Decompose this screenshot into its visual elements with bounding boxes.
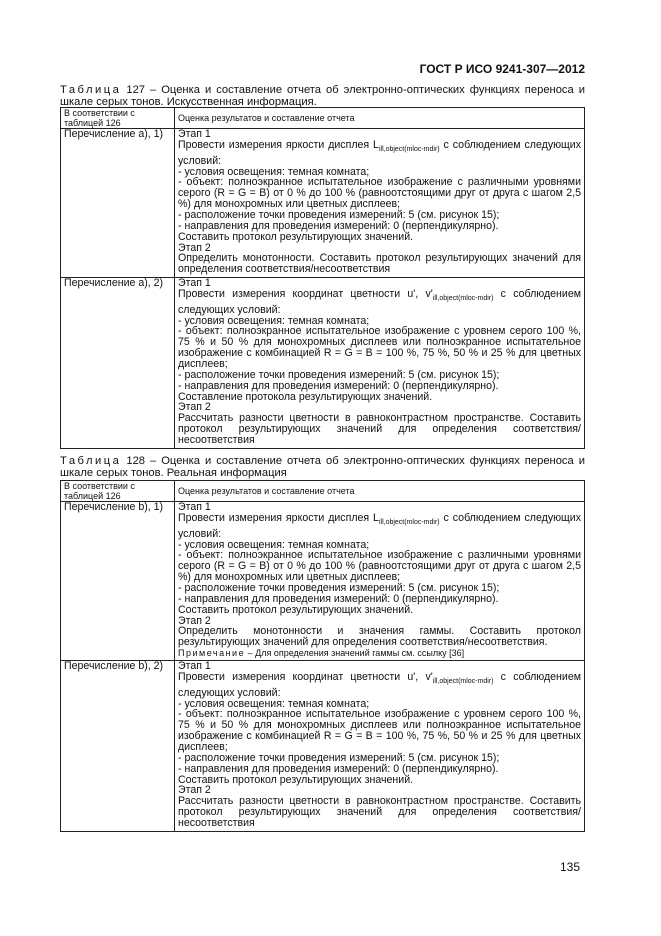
- content-line: Составление протокола результирующих значений.: [178, 390, 433, 403]
- caption-text: 128 – Оценка и составление отчета об электронно-оптических функциях переноса и шкале серых тонов. Реальная информация: [60, 455, 585, 479]
- row-content: [175, 661, 585, 832]
- content-line: - условия освещения: темная комната;: [178, 165, 370, 178]
- content-line: - условия освещения: темная комната;: [178, 538, 370, 551]
- table-128-col1-header: В соответствии с таблицей 126: [61, 481, 175, 502]
- content-line: с соблюдением следующих условий:: [178, 287, 582, 316]
- stage-label: Этап 1: [178, 277, 211, 289]
- table-127: [60, 107, 585, 449]
- content-line: с соблюдением следующих условий:: [178, 670, 582, 699]
- table-row: [61, 661, 585, 832]
- content-line: Составить протокол результирующих значений.: [178, 603, 414, 616]
- content-line: - условия освещения: темная комната;: [178, 697, 370, 710]
- content-line: - направления для проведения измерений: 0 (перпендикулярно).: [178, 379, 499, 392]
- row-content: [175, 129, 585, 278]
- table-127-col1-header: В соответствии с таблицей 126: [61, 108, 175, 129]
- subscript: ill,object(mloc-mdir): [432, 677, 494, 685]
- content-line: Провести измерения координат цветности u', v': [178, 670, 433, 683]
- table-128-col2-header: Оценка результатов и составление отчета: [175, 481, 585, 502]
- content-line: - направления для проведения измерений: 0 (перпендикулярно).: [178, 219, 499, 232]
- caption-text: 127 – Оценка и составление отчета об электронно-оптических функциях переноса и шкале серых тонов. Искусственная информация.: [60, 84, 585, 108]
- subscript: ill,object(mloc-mdir): [378, 518, 440, 526]
- content-line: Провести измерения яркости дисплея L: [178, 511, 379, 524]
- note-text: – Для определения значений гаммы см. ссылку [36]: [245, 648, 465, 659]
- content-line: Рассчитать разности цветности в равноконтрастном пространстве. Составить протокол результирующих значений для определения соответствия/несоответствия: [178, 795, 581, 829]
- stage-label: Этап 2: [178, 241, 211, 254]
- row-content: [175, 278, 585, 449]
- caption-lead: Таблица: [60, 84, 122, 96]
- row-label: Перечисление а), 1): [61, 129, 175, 278]
- page-number: 135: [560, 860, 581, 874]
- standard-header: ГОСТ Р ИСО 9241-307—2012: [419, 62, 585, 76]
- table-row: [61, 278, 585, 449]
- stage-label: Этап 2: [178, 401, 211, 414]
- stage-label: Этап 1: [178, 501, 211, 513]
- row-content: [175, 502, 585, 661]
- subscript: ill,object(mloc-mdir): [378, 145, 440, 153]
- table-row: [61, 502, 585, 661]
- note-line: [178, 648, 581, 659]
- stage-label: Этап 2: [178, 614, 211, 627]
- content-line: - объект: полноэкранное испытательное изображение с различными уровнями серого (R = G = B) от 0 % до 100 % (равноотстоящими друг от друга с шагом 2,5 %) для монохромных или цветных дисплеев;: [178, 549, 581, 584]
- content-line: Определить монотонности. Составить протокол результирующих значений для определения соответствия/несоответствия: [178, 252, 581, 276]
- table-127-col2-header: Оценка результатов и составление отчета: [175, 108, 585, 129]
- content-line: Провести измерения яркости дисплея L: [178, 138, 379, 151]
- row-label: Перечисление b), 2): [61, 661, 175, 832]
- content-line: Провести измерения координат цветности u', v': [178, 287, 433, 300]
- content-line: Определить монотонности и значения гаммы. Составить протокол результирующих значений для определения соответствия/несоответствия.: [178, 625, 581, 649]
- content-line: с соблюдением следующих условий:: [178, 138, 581, 167]
- content-line: - расположение точки проведения измерений: 5 (см. рисунок 15);: [178, 209, 500, 222]
- content-line: - объект: полноэкранное испытательное изображение с уровнем серого 100 %, 75 % и 50 % для монохромных дисплеев или полноэкранное испытательное изображение с комбинацией R = G = B = 100 %, 75 %, 50 % и 25 % для цветных дисплеев;: [178, 708, 581, 754]
- row-label: Перечисление а), 2): [61, 278, 175, 449]
- content-line: - направления для проведения измерений: 0 (перпендикулярно).: [178, 592, 499, 605]
- table-127-caption: [60, 84, 585, 108]
- table-128-caption: [60, 455, 585, 479]
- stage-label: Этап 1: [178, 660, 211, 672]
- content-line: - объект: полноэкранное испытательное изображение с различными уровнями серого (R = G = B) от 0 % до 100 % (равноотстоящими друг от друга с шагом 2,5 %) для монохромных или цветных дисплеев;: [178, 176, 581, 211]
- subscript: ill,object(mloc-mdir): [432, 294, 494, 302]
- content-line: - расположение точки проведения измерений: 5 (см. рисунок 15);: [178, 582, 500, 595]
- content-line: - объект: полноэкранное испытательное изображение с уровнем серого 100 %, 75 % и 50 % для монохромных дисплеев или полноэкранное испытательное изображение с комбинацией R = G = B = 100 %, 75 %, 50 % и 25 % для цветных дисплеев;: [178, 325, 581, 371]
- content-line: - расположение точки проведения измерений: 5 (см. рисунок 15);: [178, 751, 500, 764]
- table-row: [61, 129, 585, 278]
- caption-lead: Таблица: [60, 455, 122, 467]
- row-label: Перечисление b), 1): [61, 502, 175, 661]
- content-line: Составить протокол результирующих значений.: [178, 773, 414, 786]
- content-line: - расположение точки проведения измерений: 5 (см. рисунок 15);: [178, 368, 500, 381]
- stage-label: Этап 2: [178, 784, 211, 797]
- content-line: Рассчитать разности цветности в равноконтрастном пространстве. Составить протокол результирующих значений для определения соответствия/несоответствия: [178, 412, 581, 446]
- content-line: - условия освещения: темная комната;: [178, 314, 370, 327]
- table-128: [60, 480, 585, 832]
- content-line: с соблюдением следующих условий:: [178, 511, 581, 540]
- note-lead: Примечание: [178, 648, 246, 659]
- stage-label: Этап 1: [178, 128, 211, 140]
- content-line: Составить протокол результирующих значений.: [178, 230, 414, 243]
- content-line: - направления для проведения измерений: 0 (перпендикулярно).: [178, 762, 499, 775]
